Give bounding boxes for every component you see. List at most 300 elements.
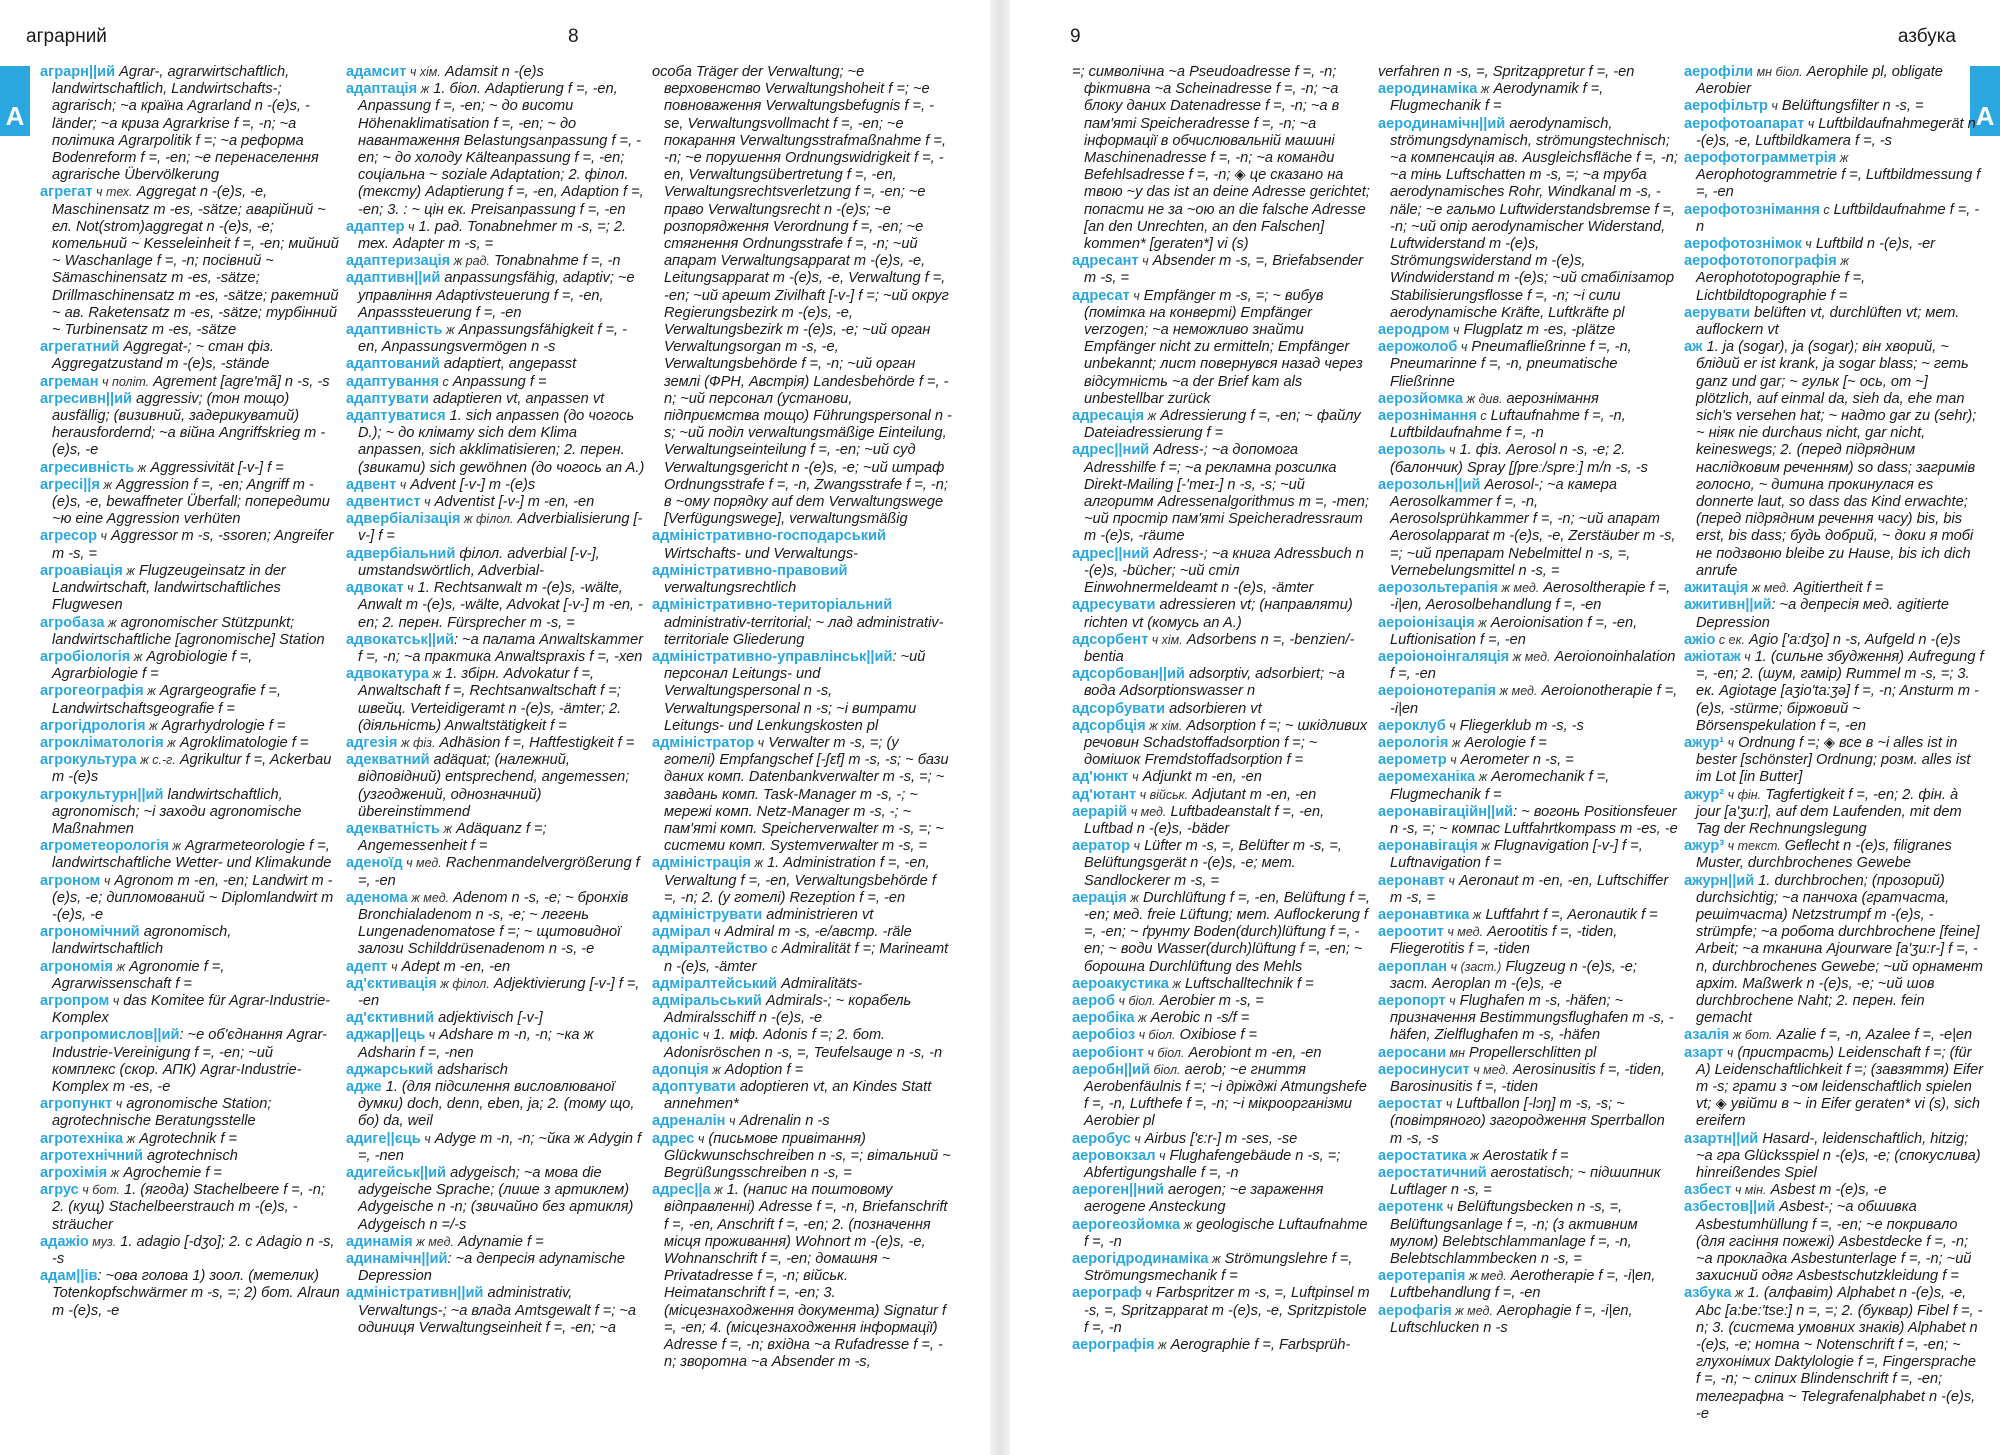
entry-headword: адопція: [652, 1061, 709, 1078]
dictionary-entry: [1378, 408, 1678, 442]
dictionary-entry: [1378, 959, 1678, 993]
entry-grammar: ч: [1129, 288, 1140, 303]
entry-headword: аератор: [1072, 838, 1131, 855]
entry-headword: аеронавтика: [1378, 906, 1470, 923]
entry-translation: Aggregat-; ~ стан фіз. Aggregatzustand m -(e)s, -stände: [52, 339, 274, 373]
entry-translation: Aerophagie f =, -i|en, Luftschlucken n -s: [1390, 1302, 1633, 1336]
entry-translation: Adjektivierung [-v-] f =, -en: [358, 975, 640, 1009]
entry-headword: аерозольтерапія: [1378, 580, 1498, 597]
entry-headword: агрокультурн||ий: [40, 786, 164, 803]
entry-headword: адміністративно-територіальний: [652, 597, 893, 614]
entry-headword: аеродинаміка: [1378, 81, 1478, 98]
dictionary-entry: [1378, 477, 1678, 580]
entry-translation: Luftbildaufnahme f =, -n: [1696, 201, 1980, 235]
dictionary-entry: [1072, 804, 1372, 838]
entry-headword: аграрн||ий: [40, 64, 116, 80]
entry-translation: Aerobic n -s/f =: [1146, 1010, 1250, 1027]
entry-grammar: ч текст.: [1724, 839, 1781, 854]
entry-grammar: ж: [112, 959, 126, 974]
entry-grammar: ж: [750, 856, 764, 871]
entry-translation: Empfänger m -s, =; ~ вибув (помітка на конверті) Empfänger verzogen; ~а неможливо знайти Empfänger nicht zu ermitteln; Empfänger unbekannt; лист повернувся назад через відсутність ~а der Brief kam als unbestellbar zurück: [1084, 287, 1363, 407]
entry-headword: аеросинусит: [1378, 1061, 1470, 1078]
entry-headword: ажур¹: [1684, 734, 1725, 751]
entry-translation: : ~а депресія мед. agitierte Depression: [1696, 597, 1949, 631]
entry-translation: Aggressor m -s, -ssoren; Angreifer m -s, =: [52, 528, 334, 562]
entry-translation: Agronom m -en, -en; Landwirt m -(e)s, -e; дипломований ~ Diplomlandwirt m -(e)s, -e: [52, 872, 334, 923]
entry-translation: 1. (ягода) Stachelbeere f =, -n; 2. (кущ) Stachelbeerstrauch m -(e)s, -sträucher: [52, 1182, 325, 1233]
entry-grammar: ч: [1724, 735, 1735, 750]
entry-translation: adsorbieren vt: [1165, 700, 1262, 717]
entry-translation: Ordnung f =; ◈ все в ~і alles ist in bester [schönster] Ordnung; розм. alles ist im Lot [in Butter]: [1696, 734, 1971, 786]
entry-translation: Adrenalin n -s: [735, 1113, 830, 1130]
entry-grammar: ч: [109, 993, 120, 1008]
dictionary-entry: [1072, 597, 1372, 631]
left-column-1: [40, 64, 340, 1320]
dictionary-entry: [40, 1027, 340, 1096]
entry-translation: Adsorbens n =, -benzien/-bentia: [1084, 631, 1355, 665]
entry-grammar: ч: [96, 529, 107, 544]
dictionary-entry: [40, 1165, 340, 1182]
dictionary-entry: [346, 855, 646, 889]
entry-grammar: ч: [396, 477, 407, 492]
entry-headword: аеронавігаційн||ий: [1378, 803, 1514, 820]
entry-headword: адаптуватися: [346, 408, 446, 425]
entry-headword: агроавіація: [40, 562, 123, 579]
entry-translation: Belüftungsfilter n -s, =: [1777, 98, 1924, 115]
entry-headword: адмініструвати: [652, 906, 763, 923]
entry-headword: аероплан: [1378, 958, 1448, 975]
entry-headword: адрес||ний: [1072, 545, 1150, 562]
entry-grammar: ч фін.: [1724, 787, 1762, 802]
dictionary-entry: [346, 1027, 646, 1061]
entry-headword: агрус: [40, 1182, 79, 1199]
entry-headword: агропром: [40, 992, 110, 1009]
dictionary-entry: [652, 563, 952, 597]
dictionary-entry: [40, 615, 340, 649]
entry-translation: Luftbadeanstalt f =, -en, Luftbad n -(e)s, -bäder: [1084, 803, 1325, 837]
entry-grammar: ч: [420, 495, 431, 510]
entry-translation: adsharisch: [433, 1061, 508, 1078]
dictionary-entry: [1378, 1062, 1678, 1096]
entry-translation: Flugzeugeinsatz in der Landwirtschaft, landwirtschaftliches Flugwesen: [52, 562, 286, 614]
entry-translation: adjektivisch [-v-]: [434, 1010, 543, 1027]
entry-grammar: ч: [754, 735, 765, 750]
entry-headword: аерація: [1072, 889, 1127, 906]
entry-headword: агрогідрологія: [40, 717, 146, 734]
dictionary-entry: [1378, 683, 1678, 717]
dictionary-entry: [1072, 1217, 1372, 1251]
entry-headword: адвербіалізація: [346, 511, 461, 528]
entry-grammar: ч: [1444, 873, 1455, 888]
entry-headword: аероіонізація: [1378, 614, 1475, 631]
dictionary-entry: [40, 563, 340, 615]
entry-headword: аерографія: [1072, 1337, 1155, 1354]
entry-translation: Agio ['a:dʒo] n -s, Aufgeld n -(e)s: [1744, 631, 1961, 648]
entry-grammar: ч: [1801, 237, 1812, 252]
dictionary-entry: [1072, 1182, 1372, 1216]
dictionary-entry: [346, 391, 646, 408]
dictionary-entry: [40, 1268, 340, 1320]
entry-headword: ад'ютант: [1072, 786, 1137, 803]
dictionary-entry: [1378, 993, 1678, 1045]
entry-grammar: ж мед.: [1496, 684, 1538, 699]
entry-headword: адвокатськ||ий: [346, 631, 454, 648]
dictionary-entry: [1378, 1165, 1678, 1199]
entry-translation: 1. adagio [-dʒo]; 2. с Adagio n -s, -s: [52, 1233, 335, 1268]
dictionary-entry: [1378, 735, 1678, 752]
entry-grammar: ж: [99, 477, 112, 492]
dictionary-entry: [1684, 116, 1984, 150]
entry-translation: Agrochemie f =: [119, 1165, 222, 1181]
entry-grammar: ж: [708, 1062, 721, 1077]
entry-translation: Aerobiont m -en, -en: [1184, 1044, 1322, 1061]
entry-headword: адекватність: [346, 820, 440, 837]
entry-grammar: ч хім.: [406, 65, 441, 79]
entry-grammar: ж: [428, 667, 442, 682]
entry-grammar: ч: [1723, 1045, 1734, 1060]
entry-grammar: ч тех.: [92, 185, 133, 200]
dictionary-entry: [346, 580, 646, 632]
entry-translation: 1. durchbrochen; (прозорий) durchsichtig; ~а панчоха (гратчаста, решітчаста) Netzstrumpf m -(e)s, -strümpfe; ~а робота durchbrochene [feine] Arbeit; ~а тканина Ajourware [a'ʒu:r-] f =, -n, durchbrochenes Gewebe; ~ий орнамент архіт. Maßwerk n -(e)s, -e; ~ий шов durchbrochene Naht; 2. перен. fein gemacht: [1696, 872, 1983, 1027]
entry-headword: аеронавігація: [1378, 838, 1478, 855]
entry-headword: агробіологія: [40, 648, 131, 665]
dictionary-entry: [1378, 64, 1678, 81]
entry-translation: Rachenmandelvergrößerung f =, -en: [358, 855, 640, 889]
entry-grammar: ч: [1130, 1131, 1141, 1146]
entry-grammar: ч мед.: [1469, 1062, 1509, 1077]
entry-grammar: ж: [1469, 907, 1482, 922]
entry-translation: Flugplatz m -es, -plätze: [1459, 322, 1616, 339]
dictionary-entry: [1684, 597, 1984, 631]
dictionary-entry: [652, 649, 952, 735]
entry-translation: Admiralitäts-: [777, 975, 863, 992]
entry-translation: 1. (алфавіт) Alphabet n -(e)s, -e, Abc [a:be:'tse:] n =, =; 2. (буквар) Fibel f =, -n; 3. (система умовних знаків) Alphabet n -(e)s, -e; нотна ~ Notenschrift f =, -en; ~ глухонімих Daktylologie f =, Fingersprache f =, -n; ~ сліпих Blindenschrift f =, -en; телеграфна ~ Telegrafenalphabet n -(e)s, -e: [1696, 1285, 1983, 1422]
entry-headword: ажурн||ий: [1684, 872, 1755, 889]
dictionary-entry: [1378, 81, 1678, 115]
entry-headword: агрономічний: [40, 924, 140, 941]
entry-grammar: ч: [112, 1097, 123, 1112]
entry-headword: адаптеризація: [346, 253, 451, 270]
entry-headword: ажур²: [1684, 786, 1725, 803]
right-column-2: [1378, 64, 1678, 1337]
entry-headword: адрес||а: [652, 1182, 711, 1199]
dictionary-entry: [346, 494, 646, 511]
entry-grammar: ч військ.: [1136, 787, 1189, 802]
entry-translation: Anpassungsfähigkeit f =, -en, Anpassungsvermögen n -s: [358, 322, 627, 356]
entry-translation: Durchlüftung f =, -en, Belüftung f =, -en; мед. freie Lüftung; мет. Auflockerung f =, -en; ~ ґрунту Boden(durch)lüftung f =, -en; ~ води Wasser(durch)lüftung f =, -en; ~ борошна Durchlüftung des Mehls: [1084, 889, 1371, 975]
entry-translation: Adamsit n -(e)s: [440, 64, 544, 80]
entry-translation: Advent [-v-] m -(e)s: [406, 476, 536, 493]
entry-headword: адсорбція: [1072, 717, 1146, 734]
dictionary-entry: [1072, 666, 1372, 700]
entry-grammar: ч (заст.): [1447, 959, 1502, 974]
entry-translation: Aerosoltherapie f =, -i|en, Aerosolbehandlung f =, -en: [1390, 580, 1671, 614]
entry-headword: адміністративно-правовий: [652, 562, 848, 579]
dictionary-entry: [40, 1148, 340, 1165]
entry-headword: адмірал: [652, 924, 711, 941]
dictionary-entry: [1684, 1045, 1984, 1131]
entry-grammar: ч: [699, 1028, 710, 1043]
dictionary-entry: [40, 1182, 340, 1234]
entry-headword: агробаза: [40, 614, 105, 631]
book-gutter: [990, 0, 1010, 1455]
entry-translation: verwaltungsrechtlich: [664, 580, 797, 597]
entry-translation: Belüftungsbecken n -s, =, Belüftungsanlage f =, -n; (з активним мулом) Belebtschlammanlage f =, -n, Belebtschlammbecken n -s, =: [1390, 1199, 1638, 1268]
entry-grammar: ж мед.: [412, 1234, 454, 1249]
entry-translation: Flughafen m -s, -häfen; ~ призначення Bestimmungsflughafen m -s, -häfen, Zielflughafen m -s, -häfen: [1390, 992, 1674, 1044]
left-header-word: аграрний: [26, 26, 107, 47]
entry-grammar: ч: [1141, 1286, 1152, 1301]
entry-headword: аеростатичний: [1378, 1165, 1487, 1181]
entry-headword: адрес: [652, 1130, 695, 1147]
dictionary-entry: [1684, 1199, 1984, 1285]
entry-headword: ажіотаж: [1684, 648, 1741, 665]
dictionary-entry: [346, 1285, 646, 1337]
entry-translation: Oxibiose f =: [1175, 1027, 1258, 1044]
entry-translation: 1. (сильне збудження) Aufregung f =, -en; 2. (шум, гамір) Rummel m -s, =; 3. ек. Agiotage [aʒio'ta:ʒə] f =, -n; Ansturm m -(e)s, -stürme; біржовий ~ Börsenspekulation f =, -en: [1696, 648, 1984, 734]
right-page: [1010, 0, 2000, 1455]
dictionary-entry: [1072, 288, 1372, 408]
entry-translation: Flugnavigation [-v-] f =, Luftnavigation f =: [1390, 838, 1643, 872]
dictionary-entry: [1072, 1010, 1372, 1027]
dictionary-entry: [652, 855, 952, 907]
entry-translation: Lüfter m -s, =, Belüfter m -s, =, Belüftungsgerät n -(e)s, -e; мет. Sandlockerer m -s, =: [1084, 838, 1342, 889]
entry-headword: аденома: [346, 889, 408, 906]
dictionary-entry: [1684, 632, 1984, 649]
entry-headword: адресат: [1072, 287, 1130, 304]
entry-translation: (пристрасть) Leidenschaft f =; (für A) Leidenschaftlichkeit f =; (завзяття) Eifer m -s; грати з ~ом leidenschaftlich spielen vt; ◈ увійти в ~ in Eifer geraten* vi (s), sich ereifern: [1696, 1044, 1984, 1130]
dictionary-entry: [1072, 787, 1372, 804]
entry-grammar: с: [438, 374, 449, 389]
entry-grammar: с ек.: [1715, 632, 1745, 647]
entry-headword: адепт: [346, 958, 388, 975]
entry-grammar: ж фіз.: [397, 735, 436, 750]
entry-grammar: ч мед.: [402, 856, 442, 871]
entry-translation: Agrement [agre'mã] n -s, -s: [149, 373, 330, 390]
entry-translation: Aerometer n -s, =: [1456, 752, 1574, 769]
entry-translation: : ~ вогонь Positionsfeuer n -s, =; ~ компас Luftfahrtkompass m -es, -e: [1390, 803, 1678, 837]
entry-headword: аерозоль: [1378, 442, 1446, 459]
entry-translation: Agrarmeteorologie f =, landwirtschaftliche Wetter- und Klimakunde: [52, 838, 332, 872]
entry-grammar: ч: [1155, 1148, 1166, 1163]
dictionary-entry: [652, 941, 952, 975]
dictionary-entry: [40, 752, 340, 786]
dictionary-entry: [1684, 236, 1984, 253]
dictionary-entry: [346, 1165, 646, 1234]
dictionary-entry: [1378, 116, 1678, 322]
entry-headword: адресант: [1072, 253, 1139, 270]
entry-translation: Adept m -en, -en: [397, 958, 511, 975]
dictionary-entry: [346, 511, 646, 545]
entry-headword: ажур³: [1684, 838, 1725, 855]
entry-translation: Adynamie f =: [453, 1233, 544, 1250]
entry-grammar: ж хім.: [1145, 718, 1183, 733]
entry-translation: : ~ова голова 1) зоол. (метелик) Totenkopfschwärmer m -s, =; 2) бот. Alraun m -(e)s, -e: [52, 1268, 340, 1319]
dictionary-entry: [1378, 1199, 1678, 1268]
right-page-number: 9: [1070, 26, 1081, 47]
entry-headword: адвентист: [346, 494, 421, 511]
entry-grammar: ж мед.: [1451, 1303, 1493, 1318]
dictionary-entry: [346, 1079, 646, 1131]
dictionary-entry: [1684, 1131, 1984, 1183]
dictionary-entry: [1072, 632, 1372, 666]
entry-grammar: ч: [1445, 443, 1456, 458]
entry-headword: адміністративно-управлінськ||ий: [652, 648, 893, 665]
entry-translation: Aeroionotherapie f =, -i|en: [1390, 683, 1678, 717]
entry-headword: азбестов||ий: [1684, 1199, 1776, 1216]
entry-grammar: ч: [1442, 1097, 1453, 1112]
entry-translation: =; символічна ~а Pseudoadresse f =, -n; фіктивна ~а Scheinadresse f =, -n; ~а блоку даних Datenadresse f =, -n; ~а в пам'яті Speicheradresse f =, -n; ~а інформації в обчислювальній машині Maschinenadresse f =, -n; ~а команди Befehlsadresse f =, -n; ◈ це сказано на твою ~у das ist an deine Adresse gerichtet; попасти не за ~ою an die falsche Adresse [an den Unrechten, an den Falschen] kommen* [geraten*] vi (s): [1072, 64, 1370, 253]
entry-grammar: ж: [1731, 1286, 1744, 1301]
dictionary-entry: [40, 718, 340, 735]
dictionary-entry: [652, 1131, 952, 1183]
entry-headword: ажіо: [1684, 631, 1716, 648]
entry-grammar: ж: [123, 1131, 136, 1146]
entry-translation: aerostatisch; ~ підшипник Luftlager n -s, =: [1390, 1165, 1661, 1199]
entry-translation: Admiralität f =; Marineamt n -(e)s, -ämter: [664, 941, 949, 975]
dictionary-entry: [1378, 1268, 1678, 1302]
entry-headword: адаптер: [346, 218, 405, 235]
entry-grammar: ч: [1138, 254, 1149, 269]
entry-headword: азбест: [1684, 1182, 1732, 1199]
entry-headword: аерувати: [1684, 304, 1751, 321]
entry-headword: адгезія: [346, 734, 398, 751]
entry-translation: Propellerschlitten pl: [1465, 1044, 1597, 1061]
entry-headword: аденоїд: [346, 855, 403, 872]
dictionary-entry: [346, 735, 646, 752]
dictionary-entry: [1072, 976, 1372, 993]
dictionary-entry: [1684, 787, 1984, 839]
entry-headword: адиге||єць: [346, 1130, 421, 1147]
entry-headword: аерофільтр: [1684, 98, 1768, 115]
entry-translation: Agrobiologie f =, Agrarbiologie f =: [52, 648, 253, 683]
entry-translation: Adress-; ~а книга Adressbuch n -(e)s, -bücher; ~ий стіл Einwohnermeldeamt n -(e)s, -ämter: [1084, 545, 1364, 597]
entry-headword: адміністративно-господарський: [652, 528, 886, 545]
entry-translation: anpassungsfähig, adaptiv; ~е управління Adaptivsteuerung f =, -en, Anpasssteuerung f =, -en: [358, 270, 635, 321]
dictionary-entry: [1378, 718, 1678, 735]
dictionary-entry: [1378, 322, 1678, 339]
entry-grammar: ч біол.: [1115, 993, 1156, 1008]
entry-grammar: ч: [1445, 718, 1456, 733]
entry-grammar: ж: [130, 649, 143, 664]
entry-headword: ад'єктивний: [346, 1010, 435, 1027]
entry-translation: Luftbild n -(e)s, -er: [1811, 236, 1936, 253]
entry-grammar: ж мед.: [407, 890, 450, 905]
entry-grammar: ч: [420, 1131, 431, 1146]
dictionary-entry: [1684, 580, 1984, 597]
dictionary-entry: [40, 1234, 340, 1268]
entry-headword: аерофотознімок: [1684, 236, 1802, 253]
dictionary-entry: [1072, 1148, 1372, 1182]
dictionary-entry: [40, 838, 340, 872]
dictionary-entry: [1378, 615, 1678, 649]
dictionary-entry: [346, 1131, 646, 1165]
entry-grammar: ж: [1144, 409, 1157, 424]
dictionary-entry: [1378, 580, 1678, 614]
entry-grammar: ч: [1128, 770, 1139, 785]
entry-grammar: ч: [404, 219, 415, 234]
dictionary-entry: [346, 632, 646, 666]
dictionary-entry: [346, 253, 646, 270]
entry-grammar: ж: [1477, 82, 1490, 97]
entry-grammar: ж мед.: [1465, 1269, 1507, 1284]
entry-headword: аеробн||ий: [1072, 1061, 1150, 1078]
entry-grammar: ч: [403, 581, 414, 596]
dictionary-entry: [1072, 1251, 1372, 1285]
entry-grammar: ж: [1475, 770, 1488, 785]
dictionary-entry: [346, 81, 646, 219]
entry-translation: Agrar-, agrarwirtschaftlich, landwirtschaftlich, Landwirtschafts-; agrarisch; ~а країна Agrarland n -(e)s, -länder; ~а криза Agrarkrise f =, -n; ~а політика Agrarpolitik f =; ~а реформа Bodenreform f =, -en; ~е перенаселення agrarische Übervölkerung: [52, 64, 319, 184]
dictionary-entry: [652, 597, 952, 649]
entry-headword: аероіоноінгаляція: [1378, 648, 1510, 665]
entry-headword: адсорбован||ий: [1072, 666, 1185, 683]
entry-grammar: ч біол.: [1135, 1028, 1176, 1043]
entry-translation: agronomischer Stützpunkt; landwirtschaftliche [agronomische] Station: [52, 614, 325, 648]
entry-translation: aerob; ~е гниття Aerobenfäulnis f =; ~і дріжджі Atmungshefe f =, -n, Lufthefe f =, -n; ~і мікроорганізми Aerobier pl: [1084, 1061, 1367, 1130]
dictionary-entry: [652, 1062, 952, 1079]
entry-headword: адаптувати: [346, 390, 429, 407]
entry-headword: ажитивн||ий: [1684, 597, 1772, 614]
entry-grammar: ж: [122, 563, 135, 578]
dictionary-entry: [1378, 649, 1678, 683]
entry-headword: агрохімія: [40, 1165, 108, 1181]
entry-grammar: ч мед.: [1127, 804, 1167, 819]
entry-headword: аерофотограмметрія: [1684, 150, 1837, 167]
entry-translation: Luftschalltechnik f =: [1180, 975, 1314, 992]
entry-translation: belüften vt, durchlüften vt; мет. auflockern vt: [1696, 304, 1960, 339]
entry-translation: aggressiv; (тон тощо) ausfällig; (визивний, задерикуватий) herausfordernd; ~а війна Angriffskrieg m -(e)s, -e: [52, 390, 326, 459]
entry-translation: Farbspritzer m -s, =, Luftpinsel m -s, =, Spritzapparat m -(e)s, -e, Spritzpistole f =, -n: [1084, 1285, 1370, 1336]
dictionary-entry: [346, 219, 646, 253]
entry-headword: аероакустика: [1072, 975, 1169, 992]
entry-grammar: ж: [104, 615, 117, 630]
entry-translation: Aerophotogrammetrie f =, Luftbildmessung f =, -en: [1696, 167, 1981, 201]
entry-translation: Fliegerklub m -s, -s: [1455, 717, 1584, 734]
entry-translation: Agroklimatologie f =: [175, 734, 309, 751]
dictionary-entry: [346, 1010, 646, 1027]
dictionary-entry: [1072, 1062, 1372, 1131]
dictionary-entry: [1072, 64, 1372, 253]
entry-grammar: ж: [107, 1166, 120, 1180]
entry-headword: адаптування: [346, 373, 439, 390]
dictionary-entry: [346, 270, 646, 322]
dictionary-entry: [346, 546, 646, 580]
entry-headword: аеростатика: [1378, 1147, 1467, 1164]
entry-headword: агресивн||ий: [40, 390, 133, 407]
entry-grammar: ч: [1130, 839, 1141, 854]
entry-translation: (письмове привітання) Glückwunschschreiben n -s, =; вітальний ~ Begrüßungsschreiben n -s, =: [664, 1130, 951, 1181]
entry-headword: агресор: [40, 528, 97, 545]
dictionary-entry: [1378, 838, 1678, 872]
entry-translation: Flughafengebäude n -s, =; Abfertigungshalle f =, -n: [1084, 1147, 1341, 1181]
right-header-word: азбука: [1897, 26, 1956, 47]
dictionary-entry: [1072, 993, 1372, 1010]
entry-translation: Adhäsion f =, Haftfestigkeit f =: [435, 734, 635, 751]
entry-headword: адміралтейський: [652, 975, 778, 992]
entry-translation: Anpassung f =: [448, 373, 547, 390]
entry-translation: landwirtschaftlich, agronomisch; ~і заходи agronomische Maßnahmen: [52, 786, 302, 837]
entry-grammar: ж: [417, 82, 430, 97]
entry-headword: адинамія: [346, 1233, 413, 1250]
entry-translation: Aerosinusitis f =, -tiden, Barosinusitis f =, -tiden: [1390, 1061, 1666, 1095]
dictionary-entry: [1378, 339, 1678, 391]
entry-headword: аеробіонт: [1072, 1044, 1145, 1061]
dictionary-entry: [1684, 1285, 1984, 1423]
dictionary-entry: [1072, 408, 1372, 442]
entry-grammar: муз.: [88, 1234, 117, 1249]
entry-translation: 1. збірн. Advokatur f =, Anwaltschaft f =, Rechtsanwaltschaft f =; швейц. Verteidigeramt n -(e)s, -ämter; 2. (діяльність) Anwaltstätigkeit f =: [358, 666, 622, 734]
entry-headword: аерофагія: [1378, 1302, 1452, 1319]
